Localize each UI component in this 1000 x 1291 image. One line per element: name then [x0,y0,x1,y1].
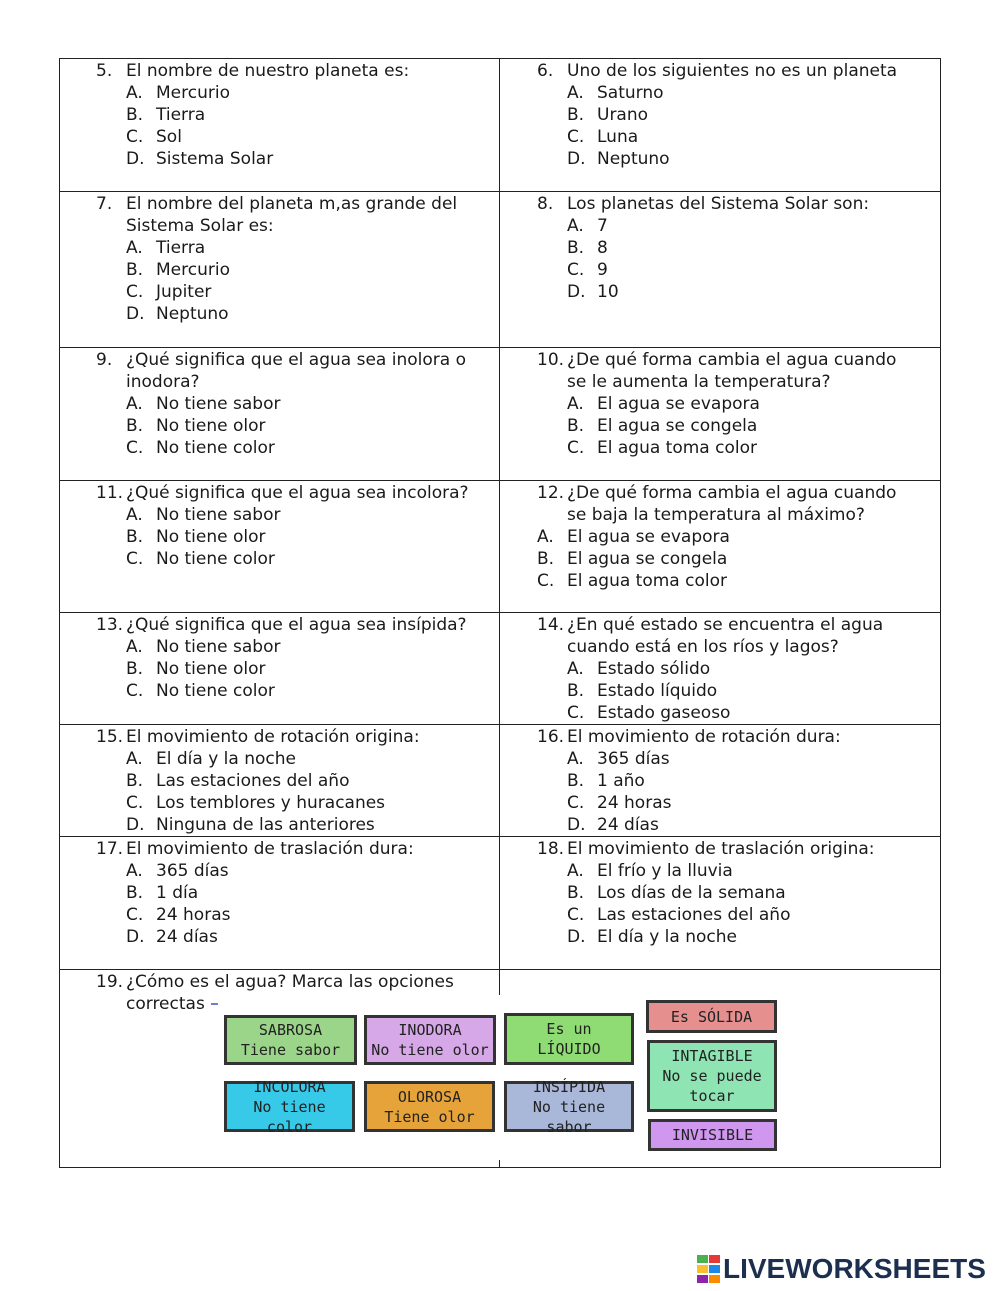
question-block [60,349,499,459]
question-block [60,726,499,836]
option-text: No tiene color [156,549,275,569]
option-letter: D. [126,927,145,947]
question-text-line [60,726,499,748]
option-letter: D. [126,304,145,324]
question-text-line [60,838,499,860]
question-number: 11. [96,483,124,503]
option-letter: C. [126,438,144,458]
answer-tile[interactable] [364,1081,495,1132]
logo-icon [697,1255,721,1283]
tile-label: INODORA [398,1021,462,1039]
option-letter: D. [126,815,145,835]
answer-tile[interactable] [364,1015,496,1065]
option-letter: A. [126,861,143,881]
question-text: ¿De qué forma cambia el agua cuando [567,350,897,370]
option-text: El frío y la lluvia [597,861,733,881]
option-text: El agua se evapora [567,527,730,547]
option-text: Estado sólido [597,659,711,679]
option-text: Los temblores y huracanes [156,793,386,813]
option-text: El agua se evapora [597,394,760,414]
question-text-line [500,726,940,748]
question-cell [60,837,500,970]
question-number: 18. [537,839,565,859]
question-text: El movimiento de traslación origina: [567,839,875,859]
answer-option[interactable] [60,636,499,658]
answer-option[interactable] [60,882,499,904]
option-text: 24 días [597,815,659,835]
option-text: Sol [156,127,182,147]
option-text: No tiene color [156,438,275,458]
answer-option[interactable] [60,526,499,548]
option-letter: C. [567,260,585,280]
option-text: Mercurio [156,83,230,103]
option-text: Las estaciones del año [597,905,791,925]
question-block [60,482,499,570]
question-text: correctas [126,994,205,1014]
option-letter: A. [126,238,143,258]
question-cell [500,481,941,613]
question-cell [500,192,941,348]
option-letter: B. [567,771,585,791]
answer-option[interactable] [60,680,499,702]
option-letter: D. [567,149,586,169]
question-block [500,838,940,948]
answer-option[interactable] [60,82,499,104]
question-text: ¿Cómo es el agua? Marca las opciones [126,972,454,992]
question-block [500,614,940,724]
option-letter: A. [126,505,143,525]
question-cell [500,837,941,970]
answer-option[interactable] [500,415,940,437]
option-letter: B. [567,681,585,701]
question-text-line [500,60,940,82]
question-text: Uno de los siguientes no es un planeta [567,61,898,81]
answer-option[interactable] [500,548,940,570]
question-text: El nombre del planeta m,as grande del [126,194,458,214]
option-letter: B. [567,238,585,258]
option-text: Urano [597,105,649,125]
tile-label: Tiene sabor [240,1041,341,1059]
answer-option[interactable] [500,148,940,170]
question-text-line [60,614,499,636]
answer-option[interactable] [500,926,940,948]
question-block [500,193,940,303]
tile-label: tocar [689,1087,735,1105]
option-letter: B. [126,771,144,791]
question-text-line [60,349,499,371]
answer-option[interactable] [500,526,940,548]
question-cell [60,192,500,348]
option-text: 8 [597,238,608,258]
answer-option[interactable] [500,393,940,415]
question-number: 8. [537,194,554,214]
option-text: Sistema Solar [156,149,274,169]
question-number: 12. [537,483,565,503]
option-text: No tiene sabor [156,394,281,414]
answer-option[interactable] [60,658,499,680]
option-letter: C. [126,681,144,701]
answer-option[interactable] [500,570,940,592]
answer-option[interactable] [60,415,499,437]
option-text: Las estaciones del año [156,771,350,791]
option-letter: B. [126,883,144,903]
option-text: 24 horas [597,793,672,813]
option-letter: B. [126,659,144,679]
question-text: cuando está en los ríos y lagos? [567,637,839,657]
option-text: Neptuno [156,304,229,324]
question-text: ¿Qué significa que el agua sea incolora? [126,483,469,503]
answer-option[interactable] [500,860,940,882]
answer-tile[interactable] [648,1119,777,1151]
question-text-line [60,371,499,393]
option-letter: C. [126,905,144,925]
option-letter: C. [126,127,144,147]
option-letter: C. [537,571,555,591]
option-letter: D. [567,927,586,947]
answer-option[interactable] [60,237,499,259]
tile-label: No se puede [662,1067,762,1085]
question-text: El movimiento de rotación origina: [126,727,420,747]
option-letter: A. [567,394,584,414]
option-letter: D. [567,282,586,302]
question-number: 19. [96,972,124,992]
question-text-line [500,614,940,636]
option-text: El día y la noche [156,749,296,769]
option-text: Los días de la semana [597,883,786,903]
answer-tile[interactable] [647,1040,777,1112]
tile-label: SABROSA [258,1021,323,1039]
tile-label: INSÍPIDA [532,1077,606,1096]
answer-option[interactable] [500,904,940,926]
question-cell [500,348,941,481]
option-text: Luna [597,127,639,147]
option-letter: B. [126,260,144,280]
answer-option[interactable] [60,792,499,814]
option-letter: B. [537,549,555,569]
answer-option[interactable] [500,259,940,281]
option-text: El agua se congela [597,416,758,436]
option-text: No tiene sabor [156,505,281,525]
question-cell [60,348,500,481]
question-number: 9. [96,350,113,370]
option-letter: C. [126,549,144,569]
answer-option[interactable] [500,215,940,237]
question-number: 7. [96,194,113,214]
question-text: se le aumenta la temperatura? [567,372,831,392]
option-text: No tiene color [156,681,275,701]
option-text: 24 horas [156,905,231,925]
question-text-line [60,215,499,237]
option-text: Neptuno [597,149,670,169]
option-letter: D. [567,815,586,835]
option-text: El agua toma color [567,571,727,591]
question-number: 17. [96,839,124,859]
option-letter: B. [567,105,585,125]
answer-option[interactable] [60,770,499,792]
question-cell [500,59,941,192]
question-text-line [500,636,940,658]
option-text: Mercurio [156,260,230,280]
answer-tile[interactable] [224,1077,355,1136]
question-block [500,726,940,836]
answer-option[interactable] [60,281,499,303]
answer-option[interactable] [500,104,940,126]
option-text: Saturno [597,83,664,103]
question-text: inodora? [126,372,200,392]
question-block [60,193,499,325]
option-text: 365 días [156,861,229,881]
answer-option[interactable] [60,548,499,570]
question-block [500,482,940,592]
answer-option[interactable] [500,237,940,259]
answer-tiles-panel [218,995,783,1160]
question-number: 10. [537,350,565,370]
answer-option[interactable] [500,82,940,104]
option-text: El día y la noche [597,927,737,947]
question-number: 5. [96,61,113,81]
answer-option[interactable] [60,860,499,882]
question-text: ¿Qué significa que el agua sea inolora o [126,350,466,370]
answer-option[interactable] [60,748,499,770]
option-letter: B. [126,416,144,436]
question-text: Los planetas del Sistema Solar son: [567,194,870,214]
option-letter: C. [567,703,585,723]
question-text-line [60,193,499,215]
answer-option[interactable] [60,926,499,948]
question-number: 15. [96,727,124,747]
option-letter: B. [567,416,585,436]
answer-option[interactable] [60,126,499,148]
option-text: 365 días [597,749,670,769]
question-text-line [500,504,940,526]
answer-option[interactable] [60,259,499,281]
liveworksheets-logo [697,1254,986,1284]
question-number: 13. [96,615,124,635]
answer-option[interactable] [500,437,940,459]
answer-option[interactable] [500,658,940,680]
tile-label: No tiene sabor [532,1097,606,1136]
answer-option[interactable] [500,281,940,303]
option-letter: B. [126,105,144,125]
question-cell [500,613,941,725]
answer-option[interactable] [500,748,940,770]
option-text: El agua toma color [597,438,757,458]
answer-option[interactable] [500,792,940,814]
question-text-line [500,371,940,393]
answer-option[interactable] [60,303,499,325]
option-letter: C. [126,282,144,302]
tile-label: Es un [546,1020,592,1038]
option-text: 7 [597,216,608,236]
question-number: 16. [537,727,565,747]
question-text-line [60,971,499,993]
question-text-line [500,349,940,371]
answer-option[interactable] [500,814,940,836]
option-text: Tierra [156,105,206,125]
option-letter: B. [567,883,585,903]
question-text: El nombre de nuestro planeta es: [126,61,410,81]
option-text: Estado líquido [597,681,718,701]
question-text-line [500,838,940,860]
option-letter: C. [567,905,585,925]
option-text: Tierra [156,238,206,258]
option-text: 24 días [156,927,218,947]
question-cell [60,481,500,613]
answer-option[interactable] [60,904,499,926]
question-text-line [60,482,499,504]
question-text: Sistema Solar es: [126,216,274,236]
option-text: No tiene olor [156,416,266,436]
tile-label: No tiene olor [371,1041,489,1059]
question-text: ¿Qué significa que el agua sea insípida? [126,615,467,635]
tile-label: INTAGIBLE [671,1047,753,1065]
option-letter: A. [126,83,143,103]
question-text: El movimiento de traslación dura: [126,839,414,859]
option-letter: A. [567,861,584,881]
answer-option[interactable] [60,104,499,126]
answer-tile[interactable] [224,1015,357,1065]
question-number: 14. [537,615,565,635]
question-cell [500,725,941,837]
answer-option[interactable] [60,504,499,526]
answer-tile[interactable] [646,1000,777,1033]
question-text: se baja la temperatura al máximo? [567,505,865,525]
option-text: 1 año [597,771,645,791]
answer-option[interactable] [500,702,940,724]
tile-label: Es SÓLIDA [670,1007,753,1026]
option-letter: C. [567,793,585,813]
question-cell [60,59,500,192]
option-text: Jupiter [156,282,212,302]
question-cell [60,725,500,837]
tile-label: Tiene olor [384,1107,475,1126]
question-block [60,614,499,702]
tile-label: OLOROSA [397,1087,462,1106]
question-number: 6. [537,61,554,81]
option-text: No tiene olor [156,659,266,679]
option-letter: B. [126,527,144,547]
tile-label: LÍQUIDO [537,1040,601,1058]
option-letter: D. [126,149,145,169]
answer-option[interactable] [500,680,940,702]
question-block [60,838,499,948]
option-text: 1 día [156,883,199,903]
question-text: El movimiento de rotación dura: [567,727,841,747]
option-text: Ninguna de las anteriores [156,815,375,835]
tile-label: No tiene color [253,1097,326,1136]
answer-option[interactable] [500,770,940,792]
option-letter: C. [567,438,585,458]
logo-text: LIVEWORKSHEETS [723,1253,986,1284]
answer-option[interactable] [60,814,499,836]
question-text-line [500,482,940,504]
question-text: ¿En qué estado se encuentra el agua [567,615,884,635]
question-cell [60,613,500,725]
option-letter: A. [567,659,584,679]
option-text: 10 [597,282,619,302]
option-text: No tiene olor [156,527,266,547]
tile-label: INVISIBLE [671,1126,754,1144]
question-text-line [60,60,499,82]
option-text: 9 [597,260,608,280]
tile-label: INCOLORA [253,1077,326,1096]
option-letter: A. [126,394,143,414]
option-letter: A. [567,83,584,103]
option-letter: A. [126,749,143,769]
answer-option[interactable] [500,126,940,148]
answer-option[interactable] [60,437,499,459]
question-text-line [500,193,940,215]
question-block [500,349,940,459]
answer-option[interactable] [60,148,499,170]
option-text: Estado gaseoso [597,703,731,723]
question-text: ¿De qué forma cambia el agua cuando [567,483,897,503]
option-letter: A. [126,637,143,657]
option-text: El agua se congela [567,549,728,569]
option-letter: C. [126,793,144,813]
question-block [60,60,499,170]
option-letter: A. [537,527,554,547]
option-letter: A. [567,749,584,769]
answer-tile[interactable] [504,1077,634,1136]
option-text: No tiene sabor [156,637,281,657]
option-letter: A. [567,216,584,236]
answer-tile[interactable] [504,1013,634,1065]
answer-option[interactable] [60,393,499,415]
option-letter: C. [567,127,585,147]
question-block [500,60,940,170]
answer-option[interactable] [500,882,940,904]
